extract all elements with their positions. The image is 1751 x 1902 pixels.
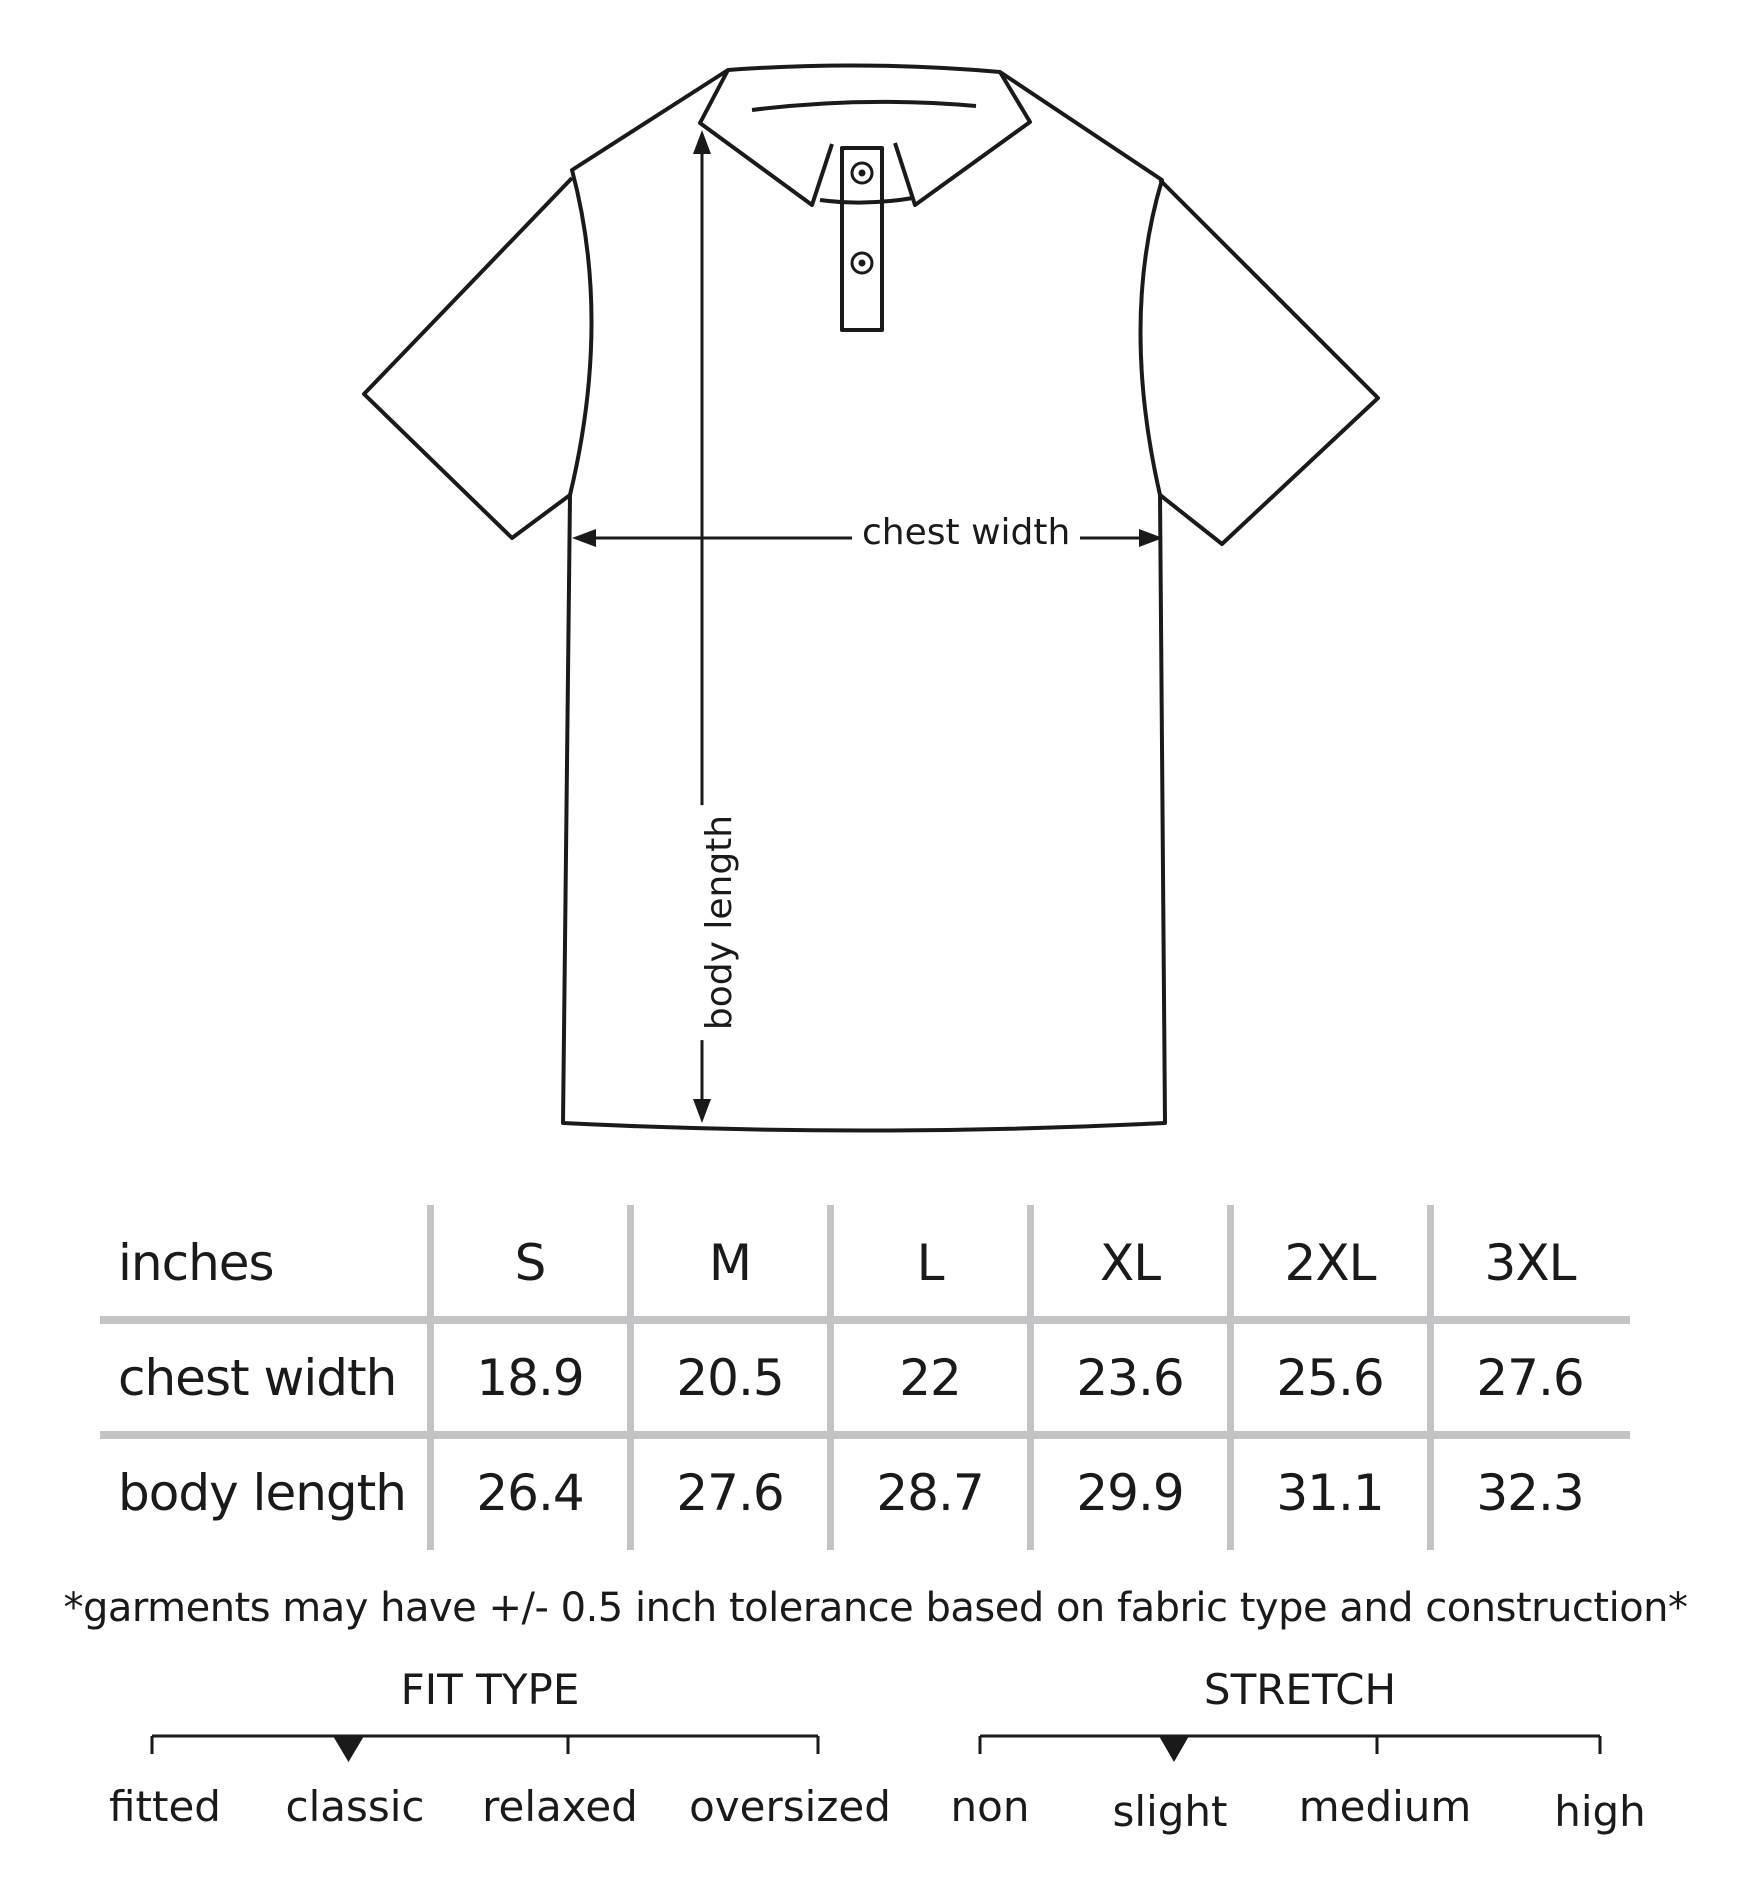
table-cell: 31.1	[1276, 1463, 1384, 1522]
length-arrow-bottom-head	[693, 1099, 711, 1123]
table-row-label: body length	[118, 1463, 406, 1522]
size-header-l: L	[916, 1233, 944, 1292]
body-length-label: body length	[699, 805, 740, 1040]
table-cell: 27.6	[676, 1463, 784, 1522]
collar-band	[752, 102, 976, 110]
table-cell: 28.7	[876, 1463, 984, 1522]
fit-option-classic: classic	[285, 1782, 425, 1831]
tolerance-note: *garments may have +/- 0.5 inch tolerance based on fabric type and construction*	[63, 1585, 1688, 1631]
stretch-option-medium: medium	[1298, 1782, 1472, 1831]
fit-option-oversized: oversized	[689, 1782, 891, 1831]
size-header-2xl: 2XL	[1284, 1233, 1376, 1292]
table-cell: 25.6	[1276, 1348, 1384, 1407]
stretch-selected-marker	[1159, 1736, 1189, 1762]
fit-type-title: FIT TYPE	[400, 1665, 580, 1714]
size-table	[100, 1205, 1655, 1560]
table-unit-header: inches	[118, 1233, 274, 1292]
fit-option-relaxed: relaxed	[482, 1782, 638, 1831]
table-row-divider	[100, 1431, 1630, 1439]
size-header-3xl: 3XL	[1484, 1233, 1576, 1292]
collar-left-flap	[700, 70, 832, 205]
table-cell: 29.9	[1076, 1463, 1184, 1522]
shirt-body-outline	[563, 65, 1165, 1130]
table-cell: 32.3	[1476, 1463, 1584, 1522]
size-header-m: M	[708, 1233, 752, 1292]
fit-option-fitted: fitted	[109, 1782, 221, 1831]
stretch-option-non: non	[950, 1782, 1030, 1831]
table-column-divider	[627, 1205, 634, 1550]
table-cell: 20.5	[676, 1348, 784, 1407]
right-sleeve	[1160, 180, 1378, 544]
table-cell: 18.9	[476, 1348, 584, 1407]
table-column-divider	[1227, 1205, 1234, 1550]
table-cell: 27.6	[1476, 1348, 1584, 1407]
table-column-divider	[827, 1205, 834, 1550]
length-arrow-top-head	[693, 130, 711, 154]
table-row-divider	[100, 1316, 1630, 1324]
fit-type-axis	[0, 1730, 875, 1770]
table-cell: 22	[899, 1348, 961, 1407]
left-sleeve	[364, 178, 572, 538]
stretch-option-slight: slight	[1112, 1787, 1228, 1836]
collar-stand	[820, 198, 913, 203]
stretch-axis	[875, 1730, 1751, 1770]
chest-arrow-left-head	[572, 529, 596, 547]
fit-type-selected-marker	[333, 1736, 364, 1762]
size-header-s: S	[514, 1233, 546, 1292]
stretch-option-high: high	[1554, 1787, 1646, 1836]
collar-right-flap	[895, 72, 1030, 205]
size-header-xl: XL	[1099, 1233, 1161, 1292]
chest-width-label: chest width	[852, 512, 1080, 553]
stretch-title: STRETCH	[1203, 1665, 1397, 1714]
table-column-divider	[1027, 1205, 1034, 1550]
table-row-label: chest width	[118, 1348, 397, 1407]
table-column-divider	[427, 1205, 434, 1550]
table-column-divider	[1427, 1205, 1434, 1550]
table-cell: 26.4	[476, 1463, 584, 1522]
table-cell: 23.6	[1076, 1348, 1184, 1407]
